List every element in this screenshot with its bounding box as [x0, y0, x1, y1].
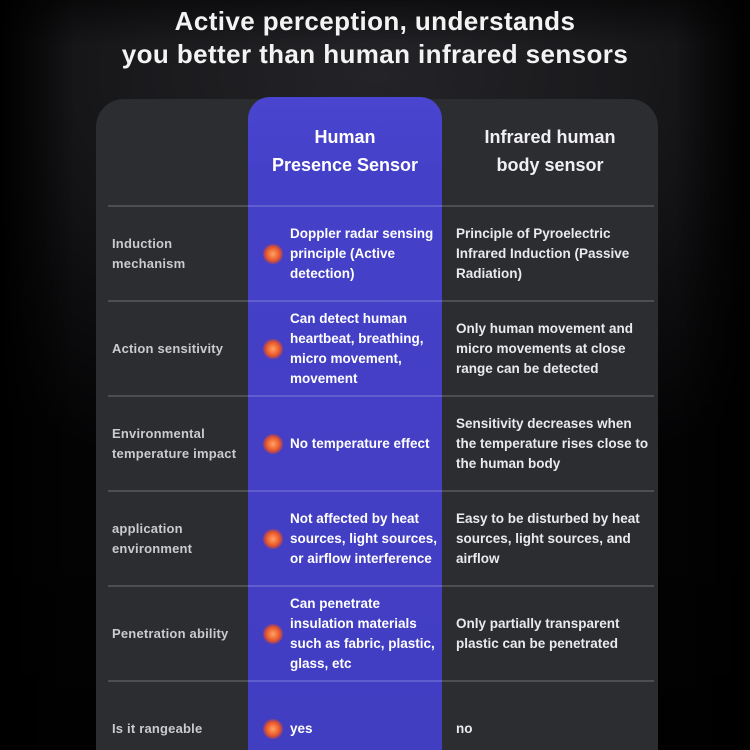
highlight-cell — [290, 396, 444, 491]
highlight-cell-text: No temperature effect — [290, 435, 430, 451]
row-label — [112, 396, 240, 491]
row-label-text: application environment — [112, 520, 193, 556]
row-divider — [108, 490, 654, 492]
right-cell-text: Only partially transparent plastic can be penetrated — [456, 615, 620, 651]
page-title-line2: you better than human infrared sensors — [121, 39, 629, 69]
highlight-cell — [290, 206, 444, 301]
right-cell — [456, 586, 654, 681]
row-label-text: Is it rangeable — [112, 720, 203, 736]
right-cell-text: Only human movement and micro movements at close range can be detected — [456, 320, 634, 376]
row-divider — [108, 300, 654, 302]
row-label-text: Penetration ability — [112, 625, 229, 641]
highlight-header-line1: Human — [314, 127, 376, 147]
highlight-column-header — [248, 97, 442, 205]
row-label — [112, 681, 240, 750]
highlight-cell — [290, 681, 444, 750]
highlight-cell-text: yes — [290, 720, 313, 736]
highlight-cell-text: Can penetrate insulation materials such as fabric, plastic, glass, etc — [290, 595, 435, 671]
glow-dot-icon — [263, 301, 283, 396]
right-header-line2: body sensor — [496, 155, 604, 175]
row-label — [112, 301, 240, 396]
glow-dot-icon — [263, 529, 283, 549]
highlight-cell — [290, 491, 444, 586]
table-row — [96, 396, 658, 491]
row-label — [112, 206, 240, 301]
right-cell — [456, 206, 654, 301]
row-divider — [108, 585, 654, 587]
highlight-header-line2: Presence Sensor — [271, 155, 419, 175]
row-divider — [108, 205, 654, 207]
glow-dot-icon — [263, 624, 283, 644]
table-row — [96, 491, 658, 586]
glow-dot-icon — [263, 719, 283, 739]
glow-dot-icon — [263, 586, 283, 681]
table-row — [96, 681, 658, 750]
row-divider — [108, 395, 654, 397]
table-row — [96, 206, 658, 301]
right-cell-text: no — [456, 720, 473, 736]
glow-dot-icon — [263, 491, 283, 586]
glow-dot-icon — [263, 339, 283, 359]
right-cell — [456, 301, 654, 396]
right-header-line1: Infrared human — [484, 127, 616, 147]
row-divider — [108, 680, 654, 682]
glow-dot-icon — [263, 244, 283, 264]
row-label-text: Environmental temperature impact — [112, 425, 237, 461]
right-cell-text: Sensitivity decreases when the temperature rises close to the human body — [456, 415, 649, 471]
highlight-cell-text: Can detect human heartbeat, breathing, micro movement, movement — [290, 310, 424, 386]
right-cell-text: Principle of Pyroelectric Infrared Induction (Passive Radiation) — [456, 225, 630, 281]
glow-dot-icon — [263, 681, 283, 750]
right-cell — [456, 681, 654, 750]
right-cell-text: Easy to be disturbed by heat sources, light sources, and airflow — [456, 510, 640, 566]
glow-dot-icon — [263, 206, 283, 301]
right-cell — [456, 491, 654, 586]
right-cell — [456, 396, 654, 491]
table-row — [96, 586, 658, 681]
row-label-text: Action sensitivity — [112, 340, 224, 356]
highlight-cell — [290, 301, 444, 396]
highlight-cell — [290, 586, 444, 681]
glow-dot-icon — [263, 434, 283, 454]
glow-dot-icon — [263, 396, 283, 491]
page-title — [0, 5, 750, 71]
row-label — [112, 586, 240, 681]
row-label-text: Induction mechanism — [112, 235, 186, 271]
highlight-cell-text: Not affected by heat sources, light sources, or airflow interference — [290, 510, 438, 566]
page-title-line1: Active perception, understands — [174, 6, 576, 36]
highlight-cell-text: Doppler radar sensing principle (Active detection) — [290, 225, 434, 281]
row-label — [112, 491, 240, 586]
table-row — [96, 301, 658, 396]
right-column-header — [442, 97, 658, 205]
